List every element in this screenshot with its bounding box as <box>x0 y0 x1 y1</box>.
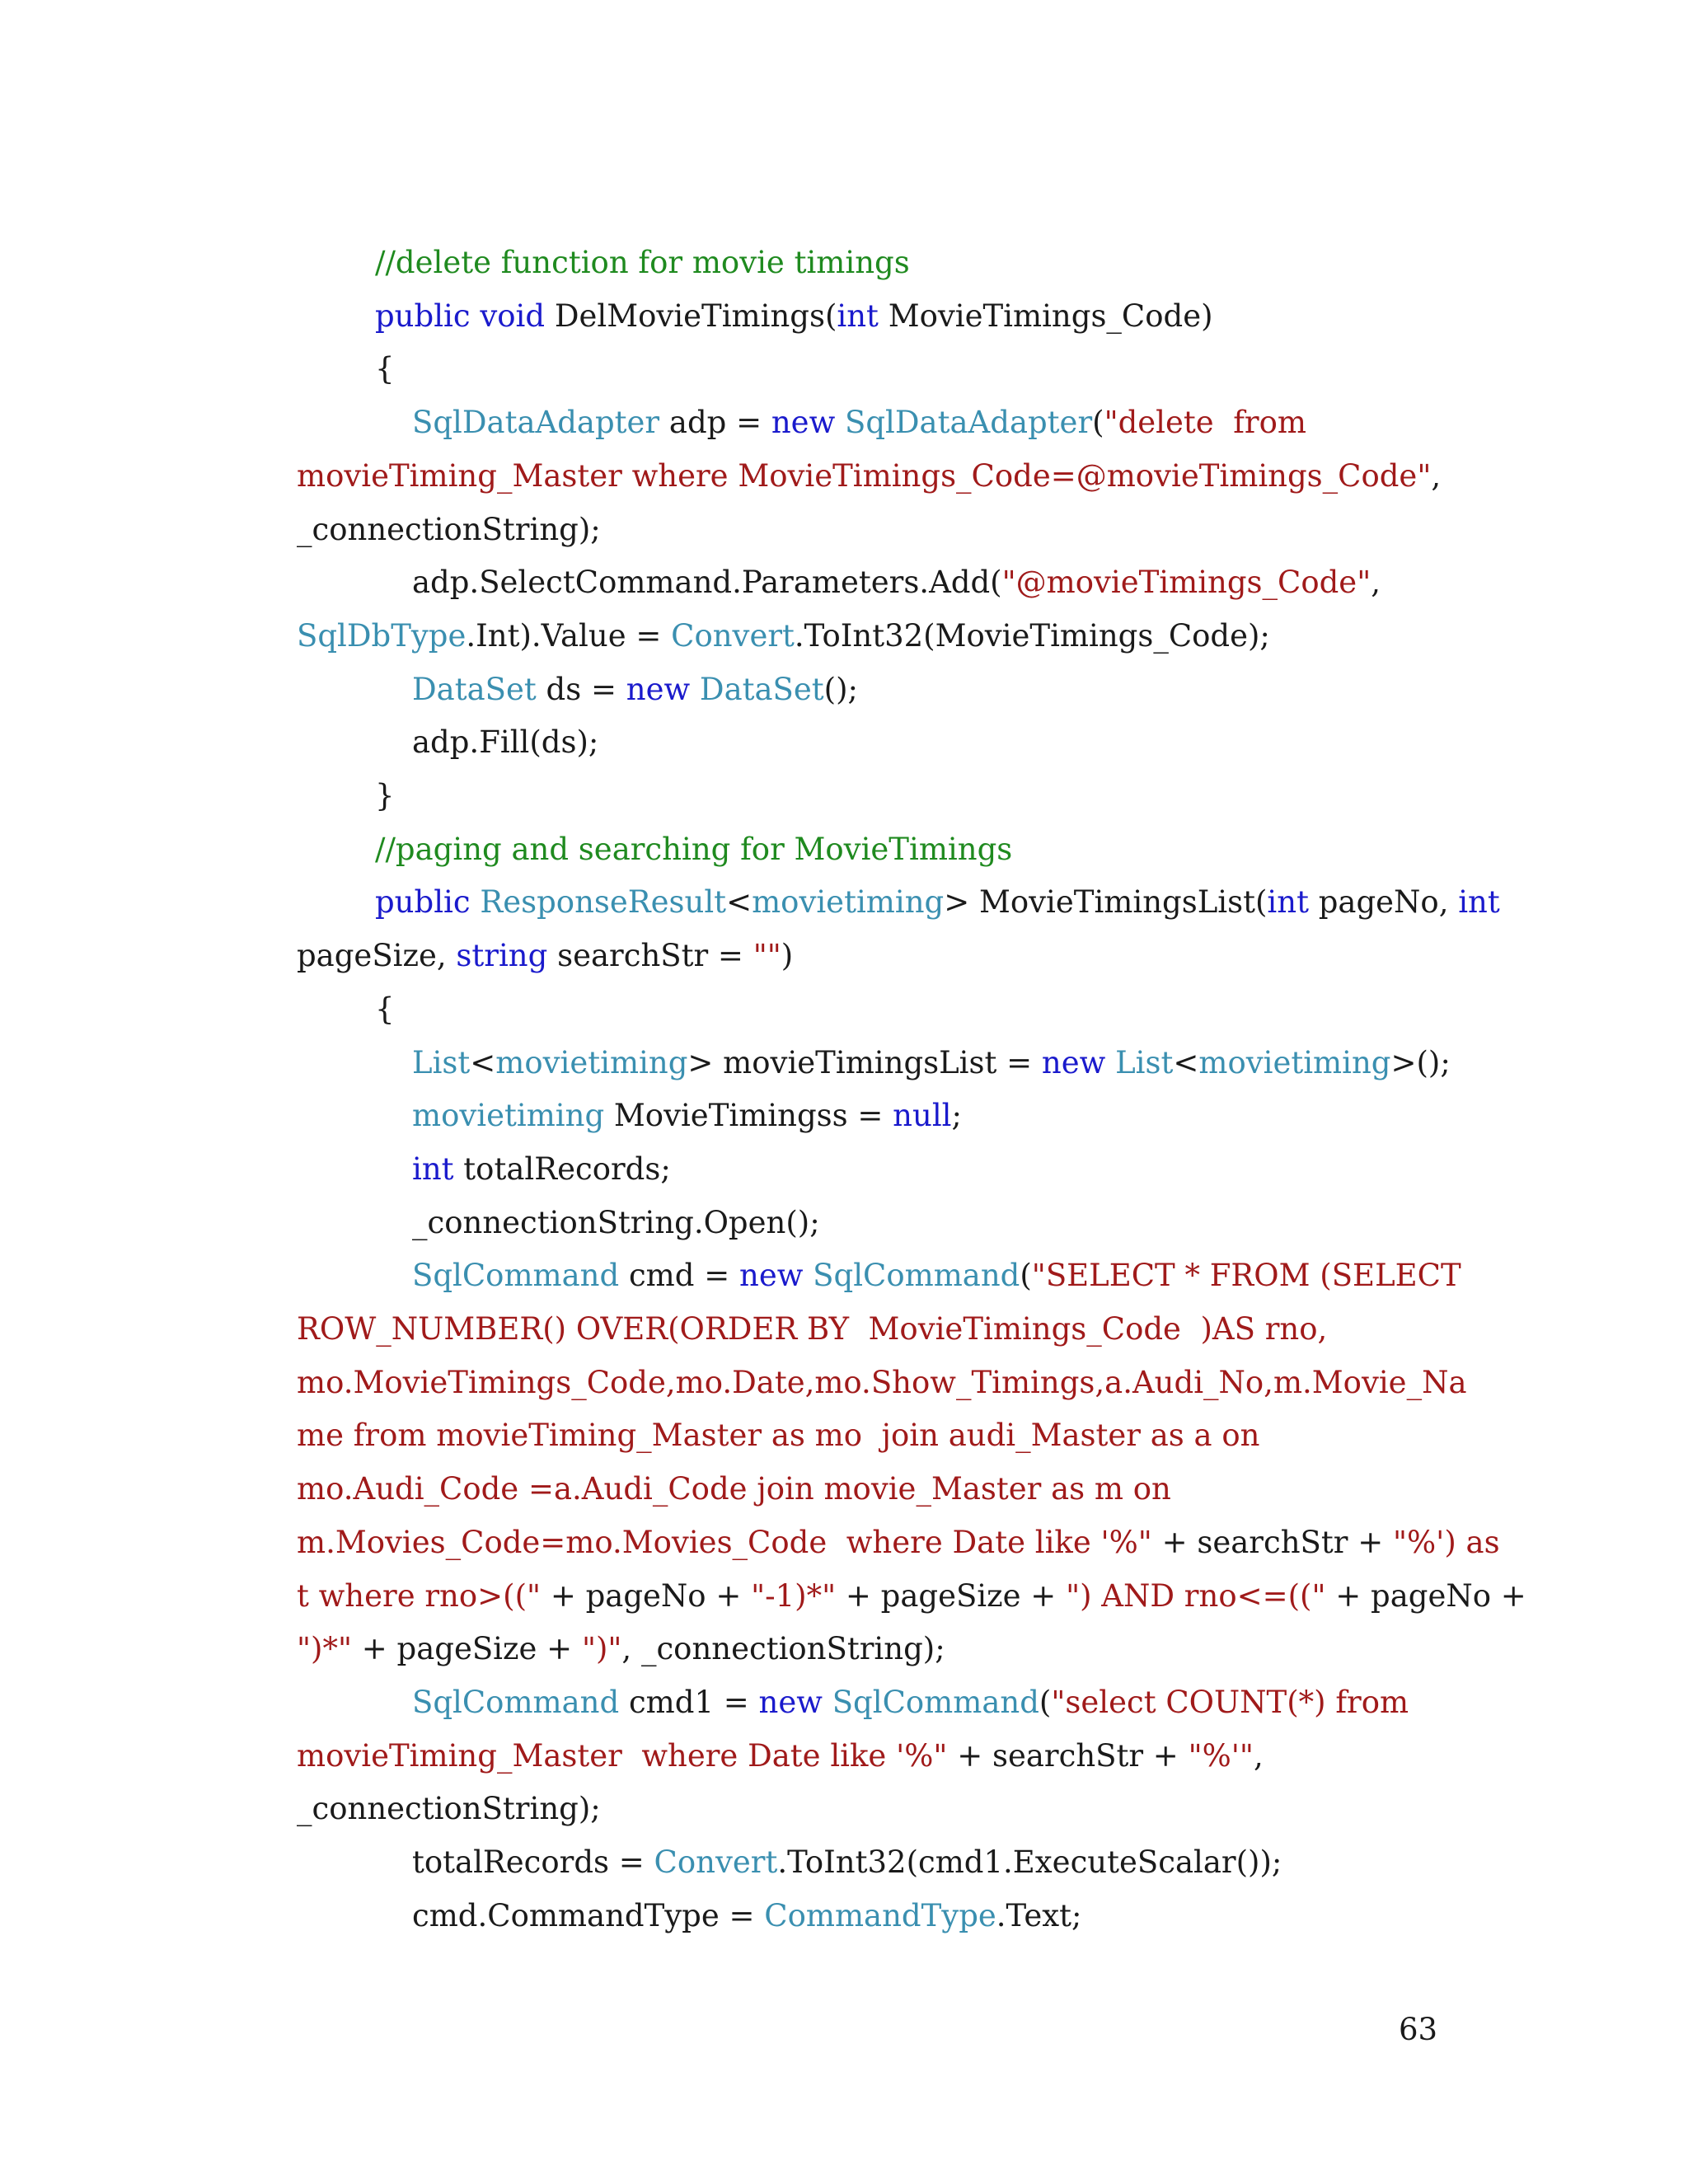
code-token: ds = <box>536 671 626 707</box>
code-token: Convert <box>654 1844 778 1880</box>
code-token: "SELECT * FROM (SELECT <box>1031 1258 1461 1294</box>
code-token: cmd.CommandType = <box>412 1897 765 1933</box>
code-token: > movieTimingsList = <box>687 1044 1042 1080</box>
code-token: totalRecords = <box>412 1844 654 1880</box>
code-token: int <box>1267 884 1309 921</box>
code-token: SqlCommand <box>832 1684 1039 1720</box>
code-token: ResponseResult <box>480 884 727 921</box>
code-line <box>412 1257 1461 1295</box>
code-token: { <box>375 991 395 1027</box>
code-token: mo.Audi_Code =a.Audi_Code join movie_Master as m on <box>297 1471 1171 1507</box>
code-token: //paging and searching for MovieTimings <box>375 831 1013 867</box>
code-token: SqlCommand <box>412 1258 620 1294</box>
code-line <box>297 457 1441 495</box>
code-token: int <box>837 298 879 334</box>
code-token: new <box>1041 1044 1106 1080</box>
code-token: int <box>1458 884 1500 921</box>
code-line <box>375 777 395 815</box>
code-token: new <box>738 1258 804 1294</box>
code-line <box>412 1044 1451 1082</box>
code-token <box>471 298 481 334</box>
code-token: _connectionString); <box>297 1791 601 1827</box>
code-token <box>1105 1045 1115 1080</box>
code-line <box>297 511 601 549</box>
code-token: , <box>1431 457 1442 494</box>
code-token: movietiming <box>412 1098 605 1134</box>
code-token: cmd = <box>619 1258 739 1294</box>
code-token: void <box>480 298 546 334</box>
code-line <box>412 724 598 762</box>
code-token: movietiming <box>495 1044 688 1080</box>
code-token: > MovieTimingsList( <box>944 884 1268 921</box>
code-token: , <box>1253 1737 1264 1774</box>
code-token: int <box>412 1151 454 1187</box>
code-token: List <box>1115 1044 1174 1080</box>
code-token <box>471 884 481 920</box>
code-token: _connectionString); <box>297 511 601 547</box>
code-token: "-1)*" <box>751 1577 837 1614</box>
code-token: movieTiming_Master where MovieTimings_Code=@movieTimings_Code" <box>297 457 1432 494</box>
code-token: cmd1 = <box>619 1684 759 1720</box>
code-token: movietiming <box>752 884 945 921</box>
code-token: List <box>412 1044 471 1080</box>
code-token: //delete function for movie timings <box>375 245 910 280</box>
code-line <box>297 1790 601 1828</box>
code-token: SqlCommand <box>813 1258 1020 1294</box>
code-token: ROW_NUMBER() OVER(ORDER BY MovieTimings_Code )AS rno, <box>297 1311 1328 1347</box>
code-token: < <box>470 1044 496 1080</box>
code-token: SqlDataAdapter <box>412 405 660 441</box>
code-token: , <box>1371 565 1381 601</box>
code-token: public <box>375 884 471 921</box>
code-token: ( <box>1039 1684 1052 1720</box>
code-line <box>297 1364 1467 1402</box>
code-token: new <box>758 1684 823 1720</box>
code-line <box>412 1844 1282 1882</box>
code-token: ( <box>1020 1258 1032 1294</box>
code-token: DelMovieTimings( <box>545 298 837 334</box>
code-token: _connectionString.Open(); <box>412 1204 820 1240</box>
code-token: public <box>375 298 471 334</box>
code-line <box>375 831 1012 869</box>
code-line <box>412 1897 1081 1935</box>
code-line <box>412 671 858 709</box>
code-token: SqlDataAdapter <box>845 405 1093 441</box>
code-token: ( <box>1092 405 1104 441</box>
code-line <box>297 1470 1171 1508</box>
code-line <box>297 1737 1264 1775</box>
code-token: "" <box>753 938 781 974</box>
code-line <box>412 564 1381 602</box>
code-token: mo.MovieTimings_Code,mo.Date,mo.Show_Timings,a.Audi_No,m.Movie_Na <box>297 1364 1467 1400</box>
code-token: pageNo, <box>1308 884 1459 921</box>
code-token: SqlDbType <box>297 617 467 654</box>
code-token: + searchStr + <box>947 1737 1189 1774</box>
code-token: >(); <box>1390 1044 1451 1080</box>
code-token: { <box>375 351 395 387</box>
code-token: .Text; <box>996 1897 1082 1933</box>
code-token: string <box>456 938 548 974</box>
code-line <box>297 937 793 975</box>
code-token: Convert <box>671 617 795 654</box>
code-token: movieTiming_Master where Date like '%" <box>297 1737 948 1774</box>
code-token: + searchStr + <box>1151 1524 1393 1560</box>
code-token <box>823 1685 832 1720</box>
code-token: "%'" <box>1188 1737 1254 1774</box>
code-token <box>835 405 845 440</box>
code-token: .ToInt32(MovieTimings_Code); <box>794 617 1270 654</box>
code-token: + pageSize + <box>836 1577 1067 1614</box>
code-line <box>375 244 910 282</box>
code-line <box>297 1310 1327 1348</box>
code-token: adp = <box>659 405 771 441</box>
code-token <box>803 1258 813 1293</box>
code-line <box>412 1097 962 1135</box>
code-token: t where rno>((" <box>297 1577 542 1614</box>
code-token: ; <box>951 1098 962 1134</box>
code-token: + pageNo + <box>1325 1577 1526 1614</box>
code-token: m.Movies_Code=mo.Movies_Code where Date like '%" <box>297 1524 1152 1560</box>
code-token: ) <box>781 938 794 974</box>
code-token: < <box>1173 1044 1199 1080</box>
code-token: .Int).Value = <box>466 617 672 654</box>
code-line <box>375 298 1213 335</box>
code-line <box>412 1151 671 1188</box>
code-token: + pageNo + <box>541 1577 752 1614</box>
code-line <box>297 617 1270 655</box>
code-token: + pageSize + <box>351 1631 582 1667</box>
code-token: new <box>626 671 691 707</box>
code-token: "select COUNT(*) from <box>1051 1684 1409 1720</box>
code-token: new <box>771 405 836 441</box>
code-token: (); <box>823 671 859 707</box>
code-token: totalRecords; <box>453 1151 671 1187</box>
code-token: DataSet <box>412 671 537 707</box>
code-token: } <box>375 778 395 813</box>
code-line <box>297 1524 1500 1562</box>
code-token: MovieTimings_Code) <box>878 298 1213 334</box>
code-token: < <box>726 884 753 921</box>
code-token: "@movieTimings_Code" <box>1001 565 1372 601</box>
code-token: me from movieTiming_Master as mo join audi_Master as a on <box>297 1418 1260 1454</box>
code-token: DataSet <box>699 671 824 707</box>
code-token <box>690 672 700 707</box>
code-token: "delete from <box>1104 405 1306 441</box>
code-token: ")" <box>581 1631 622 1667</box>
code-token: ") AND rno<=((" <box>1066 1577 1326 1614</box>
code-line <box>412 404 1306 442</box>
code-token: SqlCommand <box>412 1684 620 1720</box>
code-token: adp.SelectCommand.Parameters.Add( <box>412 565 1002 601</box>
code-line <box>375 883 1500 921</box>
code-line <box>412 1684 1409 1722</box>
code-line <box>412 1204 820 1242</box>
code-line <box>375 991 395 1029</box>
code-line <box>297 1577 1526 1615</box>
code-token: null <box>893 1098 952 1134</box>
code-token: movietiming <box>1198 1044 1391 1080</box>
code-token: .ToInt32(cmd1.ExecuteScalar()); <box>777 1844 1282 1880</box>
code-token: , _connectionString); <box>621 1631 945 1667</box>
code-token: ")*" <box>297 1631 352 1667</box>
code-token: searchStr = <box>547 938 753 974</box>
code-token: CommandType <box>764 1897 996 1933</box>
code-line <box>297 1417 1259 1455</box>
code-token: "%') as <box>1392 1524 1500 1560</box>
code-line <box>297 1630 945 1668</box>
page-number: 63 <box>1399 2012 1438 2047</box>
code-token: adp.Fill(ds); <box>412 724 599 761</box>
code-token: MovieTimingss = <box>604 1098 893 1134</box>
code-token: pageSize, <box>297 938 457 974</box>
code-line <box>375 350 395 388</box>
